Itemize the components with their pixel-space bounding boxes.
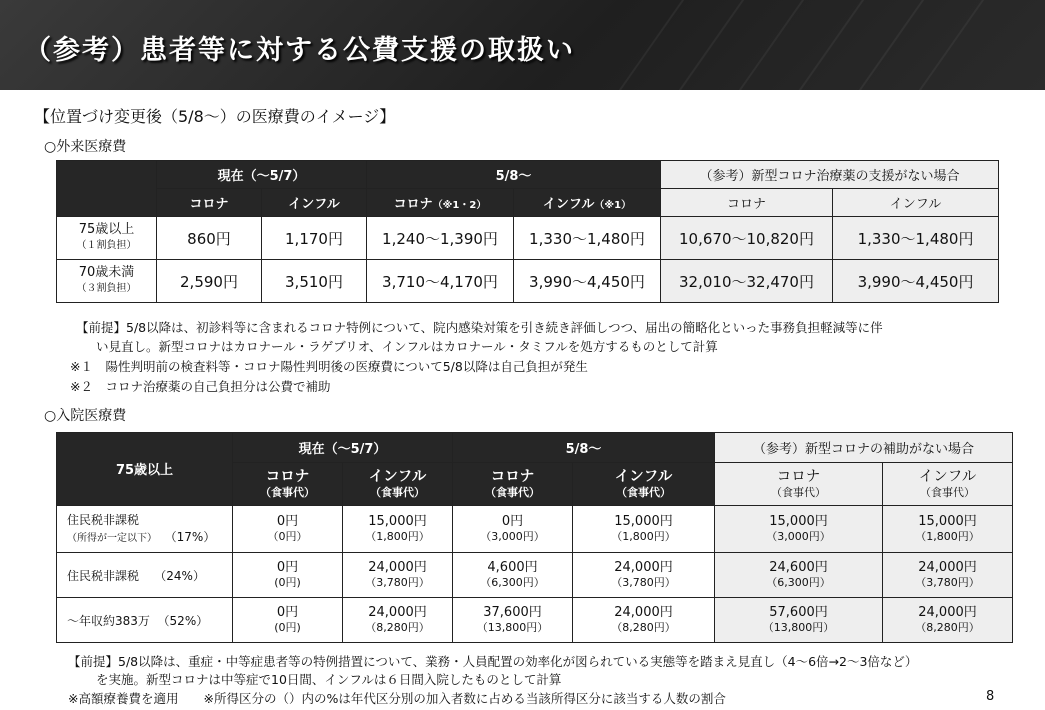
row-label-pct: （24%）	[154, 568, 205, 583]
table-row	[57, 260, 999, 303]
outpatient-label: ○外来医療費	[44, 139, 127, 155]
table-cell: 57,600円 （13,800円）	[715, 598, 883, 643]
table-cell: 32,010～32,470円	[661, 260, 833, 303]
row-label-pct: （52%）	[157, 613, 209, 628]
col-label: コロナ	[265, 469, 310, 485]
inpatient-note: を実施。新型コロナは中等症で10日間、インフルは６日間入院したものとして計算	[96, 672, 562, 687]
col-influ-ref	[883, 463, 1013, 506]
col-sublabel: （食事代）	[771, 486, 826, 499]
row-label-main: 70歳未満	[78, 265, 135, 280]
row-label-pct: （17%）	[164, 530, 216, 544]
table-row	[57, 553, 1013, 598]
table-cell: 2,590円	[157, 260, 262, 303]
col-influ-after	[573, 463, 715, 506]
table-cell: 15,000円 （3,000円）	[715, 506, 883, 553]
table-cell: 0円 (0円)	[233, 553, 343, 598]
row-label	[57, 506, 233, 553]
col-sublabel: （食事代）	[485, 486, 540, 499]
table-cell: 4,600円 （6,300円）	[453, 553, 573, 598]
table-cell: 1,330～1,480円	[833, 217, 999, 260]
table-cell: 3,990～4,450円	[833, 260, 999, 303]
table-cell: 37,600円 （13,800円）	[453, 598, 573, 643]
group-reference: （参考）新型コロナ治療薬の支援がない場合	[661, 161, 999, 189]
row-label	[57, 598, 233, 643]
row-label	[57, 217, 157, 260]
col-influ-ref: インフル	[833, 189, 999, 217]
title-banner	[0, 0, 1045, 90]
outpatient-note: ※２ コロナ治療薬の自己負担分は公費で補助	[70, 379, 331, 394]
col-corona-after-label: コロナ	[393, 197, 433, 212]
outpatient-note: 【前提】5/8以降は、初診料等に含まれるコロナ特例について、院内感染対策を引き続き評価しつつ、届出の簡略化といった事務負担軽減等に伴	[76, 320, 883, 335]
outpatient-note: ※１ 陽性判明前の検査料等・コロナ陽性判明後の医療費について5/8以降は自己負担が発生	[70, 359, 588, 374]
col-label: インフル	[918, 469, 977, 485]
col-sublabel: （食事代）	[370, 486, 425, 499]
col-influ	[343, 463, 453, 506]
col-corona-after	[453, 463, 573, 506]
row-label-main: 住民税非課税	[67, 568, 140, 583]
table-row	[57, 217, 999, 260]
outpatient-table	[56, 160, 999, 303]
table-cell: 24,000円 （3,780円）	[573, 553, 715, 598]
col-corona: コロナ	[157, 189, 262, 217]
table-cell: 3,710～4,170円	[367, 260, 514, 303]
table-row	[57, 598, 1013, 643]
table-cell: 24,000円 （3,780円）	[883, 553, 1013, 598]
table-cell: 1,330～1,480円	[514, 217, 661, 260]
col-corona-ref: コロナ	[661, 189, 833, 217]
row-label	[57, 553, 233, 598]
outpatient-corner	[57, 161, 157, 217]
inpatient-note: ※高額療養費を適用 ※所得区分の（）内の%は年代区分別の加入者数に占める当該所得区分に該当する人数の割合	[68, 691, 726, 706]
table-cell: 15,000円 （1,800円）	[343, 506, 453, 553]
table-cell: 24,000円 （3,780円）	[343, 553, 453, 598]
table-cell: 10,670～10,820円	[661, 217, 833, 260]
col-label: インフル	[614, 469, 673, 485]
group-after: 5/8～	[367, 161, 661, 189]
table-cell: 860円	[157, 217, 262, 260]
col-label: インフル	[368, 469, 427, 485]
inpatient-label: ○入院医療費	[44, 408, 127, 424]
row-label	[57, 260, 157, 303]
table-cell: 24,600円 （6,300円）	[715, 553, 883, 598]
col-sublabel: （食事代）	[616, 486, 671, 499]
table-cell: 24,000円 （8,280円）	[573, 598, 715, 643]
row-label-main: 75歳以上	[78, 222, 135, 237]
col-corona	[233, 463, 343, 506]
table-cell: 0円 (0円)	[233, 598, 343, 643]
table-cell: 15,000円 （1,800円）	[883, 506, 1013, 553]
col-influ-after-label: インフル	[542, 197, 595, 212]
inpatient-corner: 75歳以上	[57, 433, 233, 506]
col-influ: インフル	[262, 189, 367, 217]
table-row	[57, 506, 1013, 553]
col-corona-ref	[715, 463, 883, 506]
table-cell: 0円 （3,000円）	[453, 506, 573, 553]
table-cell: 0円 （0円）	[233, 506, 343, 553]
table-cell: 3,990～4,450円	[514, 260, 661, 303]
col-influ-after	[514, 189, 661, 217]
col-sublabel: （食事代）	[920, 486, 975, 499]
col-sublabel: （食事代）	[260, 486, 315, 499]
row-label-sub: （１割負担）	[76, 240, 137, 251]
group-current: 現在（～5/7）	[233, 433, 453, 463]
table-cell: 1,170円	[262, 217, 367, 260]
row-label-main: ～年収約383万	[67, 613, 150, 628]
table-cell: 3,510円	[262, 260, 367, 303]
group-reference: （参考）新型コロナの補助がない場合	[715, 433, 1013, 463]
table-cell: 24,000円 （8,280円）	[343, 598, 453, 643]
group-after: 5/8～	[453, 433, 715, 463]
col-label: コロナ	[776, 469, 821, 485]
page-number: 8	[986, 689, 995, 704]
col-corona-after	[367, 189, 514, 217]
page-title: （参考）患者等に対する公費支援の取扱い	[24, 35, 575, 66]
group-current: 現在（～5/7）	[157, 161, 367, 189]
table-cell: 24,000円 （8,280円）	[883, 598, 1013, 643]
row-label-main: 住民税非課税	[67, 513, 140, 527]
col-corona-after-mark: （※1・2）	[432, 200, 487, 211]
inpatient-note: 【前提】5/8以降は、重症・中等症患者等の特例措置について、業務・人員配置の効率化が図られている実態等を踏まえ見直し（4～6倍→2～3倍など）	[68, 654, 918, 669]
table-cell: 1,240～1,390円	[367, 217, 514, 260]
section-heading: 【位置づけ変更後（5/8～）の医療費のイメージ】	[34, 107, 396, 126]
col-label: コロナ	[490, 469, 535, 485]
row-label-sub: （所得が一定以下）	[67, 533, 157, 544]
row-label-sub: （３割負担）	[76, 283, 137, 294]
inpatient-table	[56, 432, 1013, 643]
outpatient-note: い見直し。新型コロナはカロナール・ラゲブリオ、インフルはカロナール・タミフルを処方するものとして計算	[96, 339, 718, 354]
table-cell: 15,000円 （1,800円）	[573, 506, 715, 553]
col-influ-after-mark: （※1）	[594, 200, 632, 211]
